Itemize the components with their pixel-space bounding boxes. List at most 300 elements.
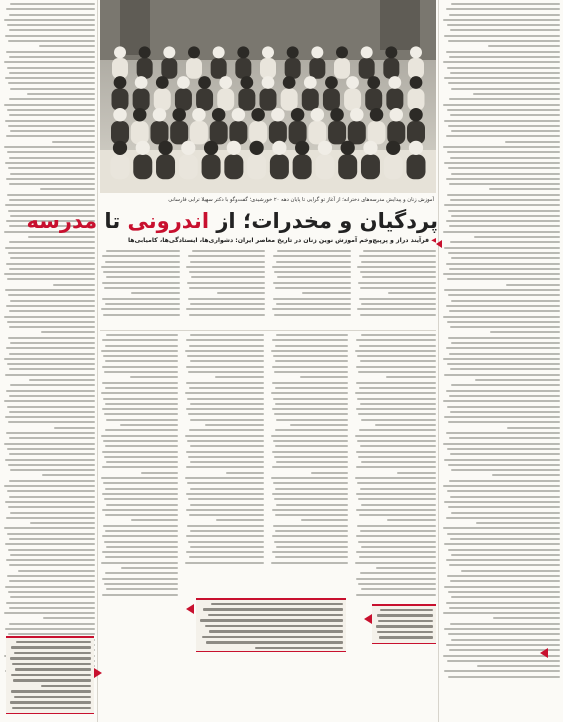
person-head — [237, 46, 249, 58]
person-figure — [309, 58, 325, 79]
intro-subcolumn — [357, 250, 437, 319]
person-figure — [137, 58, 153, 79]
text-line — [6, 263, 95, 265]
text-line — [272, 366, 348, 368]
text-line — [276, 504, 348, 506]
person-figure — [175, 89, 192, 111]
text-line — [102, 535, 178, 537]
text-line — [101, 350, 178, 352]
text-line — [451, 596, 560, 598]
text-line — [187, 282, 265, 284]
text-line — [5, 289, 95, 291]
person-figure — [112, 58, 128, 79]
text-line — [255, 647, 343, 649]
person-figure — [161, 58, 177, 79]
text-line — [443, 485, 560, 487]
person-figure — [112, 89, 129, 111]
text-line — [446, 178, 560, 180]
text-line — [276, 334, 348, 336]
text-line — [443, 527, 560, 529]
text-line — [449, 480, 560, 482]
text-line — [4, 612, 95, 614]
text-line — [6, 178, 95, 180]
text-line — [6, 559, 95, 561]
text-line — [361, 419, 436, 421]
text-line — [447, 406, 560, 408]
text-line — [7, 490, 95, 492]
text-line — [9, 538, 95, 540]
text-line — [9, 14, 95, 16]
body-column-4 — [354, 334, 436, 634]
text-line — [358, 498, 436, 500]
person-head — [350, 108, 364, 122]
text-line — [444, 35, 560, 37]
text-line — [102, 282, 180, 284]
person-head — [227, 141, 241, 155]
person-figure — [133, 89, 150, 111]
text-line — [9, 580, 95, 582]
text-line — [9, 564, 95, 566]
text-line — [275, 445, 348, 447]
text-line — [444, 416, 560, 418]
text-line — [186, 366, 264, 368]
text-line — [271, 350, 348, 352]
text-line — [7, 278, 95, 280]
person-head — [136, 141, 150, 155]
text-line — [446, 220, 560, 222]
person-figure — [224, 155, 243, 180]
text-line — [358, 282, 436, 284]
text-line — [189, 514, 264, 516]
text-line — [7, 363, 95, 365]
text-line — [275, 360, 348, 362]
text-line — [357, 482, 436, 484]
person-head — [346, 76, 359, 89]
text-line — [359, 429, 436, 431]
text-line — [209, 630, 343, 632]
text-line — [9, 241, 95, 243]
text-line — [275, 345, 348, 347]
text-line — [451, 3, 560, 5]
text-line — [275, 488, 348, 490]
text-line — [8, 167, 95, 169]
text-line — [448, 337, 560, 339]
text-line — [8, 421, 95, 423]
text-line — [185, 350, 264, 352]
person-head — [232, 108, 246, 122]
text-line — [443, 316, 560, 318]
person-head — [272, 141, 286, 155]
text-line — [189, 314, 265, 316]
text-line — [448, 210, 560, 212]
text-line — [190, 546, 264, 548]
text-line — [443, 231, 560, 233]
person-figure — [217, 89, 234, 111]
text-line — [444, 77, 560, 79]
text-line — [40, 188, 95, 190]
pull-quote-center — [196, 598, 346, 652]
person-head — [388, 76, 401, 89]
text-line — [4, 146, 95, 148]
text-line — [451, 130, 560, 132]
text-line — [10, 88, 95, 90]
text-line — [189, 287, 265, 289]
person-figure — [202, 155, 221, 180]
text-line — [275, 403, 348, 405]
text-line — [14, 696, 91, 698]
person-head — [139, 46, 151, 58]
text-line — [41, 331, 95, 333]
text-line — [189, 556, 264, 558]
text-line — [187, 525, 264, 527]
subhead-text: فرآیند دراز و پرپیچ‌وخم آموزش نوین زنان در تاریخ معاصر ایران: دشواری‌ها، ایستادگی‌ها، کامیابی‌ها — [127, 237, 430, 244]
text-line — [105, 530, 178, 532]
person-head — [330, 108, 344, 122]
text-line — [9, 353, 95, 355]
text-line — [10, 3, 95, 5]
text-line — [105, 403, 178, 405]
text-line — [141, 472, 178, 474]
person-head — [367, 76, 380, 89]
text-line — [101, 435, 178, 437]
article-subheading — [118, 236, 436, 246]
text-line — [6, 517, 95, 519]
text-line — [360, 530, 436, 532]
text-line — [191, 276, 265, 278]
text-line — [5, 586, 95, 588]
person-figure — [270, 155, 289, 180]
text-line — [4, 273, 95, 275]
text-line — [10, 657, 91, 659]
text-line — [216, 519, 264, 521]
text-line — [271, 477, 348, 479]
text-line — [475, 379, 560, 381]
text-line — [4, 61, 95, 63]
text-line — [274, 456, 348, 458]
text-line — [103, 440, 178, 442]
text-line — [102, 408, 178, 410]
text-line — [131, 292, 179, 294]
text-line — [448, 464, 560, 466]
text-line — [300, 376, 348, 378]
person-head — [188, 46, 200, 58]
text-line — [103, 314, 179, 316]
text-line — [8, 337, 95, 339]
text-line — [446, 432, 560, 434]
text-line — [448, 591, 560, 593]
text-line — [451, 88, 560, 90]
text-line — [359, 345, 436, 347]
text-line — [275, 387, 348, 389]
text-line — [450, 453, 560, 455]
text-line — [16, 641, 91, 643]
text-line — [443, 358, 560, 360]
text-line — [185, 392, 264, 394]
text-line — [450, 199, 560, 201]
text-line — [5, 543, 95, 545]
text-line — [10, 300, 95, 302]
text-line — [5, 501, 95, 503]
text-line — [4, 104, 95, 106]
text-line — [361, 504, 436, 506]
text-line — [361, 546, 436, 548]
text-line — [290, 424, 348, 426]
text-line — [451, 215, 560, 217]
text-line — [187, 398, 264, 400]
text-line — [102, 551, 178, 553]
person-figure — [348, 121, 366, 144]
text-line — [360, 287, 436, 289]
text-line — [211, 603, 343, 605]
text-line — [275, 530, 348, 532]
text-line — [53, 284, 95, 286]
text-line — [104, 583, 178, 585]
text-line — [446, 51, 560, 53]
text-line — [226, 472, 264, 474]
text-line — [450, 496, 560, 498]
text-line — [186, 308, 265, 310]
red-arrow-icon — [94, 668, 102, 678]
text-line — [9, 437, 95, 439]
person-head — [213, 46, 225, 58]
text-line — [362, 276, 436, 278]
text-line — [187, 482, 264, 484]
text-line — [447, 151, 560, 153]
person-head — [262, 46, 274, 58]
text-line — [446, 8, 560, 10]
text-line — [9, 623, 95, 625]
person-head — [198, 76, 211, 89]
text-line — [277, 250, 350, 252]
text-line — [10, 384, 95, 386]
text-line — [356, 509, 436, 511]
text-line — [10, 342, 95, 344]
text-line — [11, 674, 91, 676]
text-line — [356, 339, 436, 341]
text-line — [450, 538, 560, 540]
text-line — [8, 464, 95, 466]
text-line — [105, 303, 180, 305]
text-line — [39, 45, 95, 47]
text-line — [386, 376, 436, 378]
text-line — [272, 308, 351, 310]
person-figure — [170, 121, 188, 144]
text-line — [105, 261, 180, 263]
text-line — [359, 255, 436, 257]
text-line — [355, 435, 436, 437]
text-line — [9, 453, 95, 455]
text-line — [15, 668, 91, 670]
text-line — [8, 125, 95, 127]
text-line — [448, 506, 560, 508]
text-line — [301, 519, 348, 521]
person-figure — [365, 89, 382, 111]
text-line — [274, 271, 350, 273]
photo-caption: آموزش زنان و پیدایش مدرسه‌های دخترانه؛ از آغاز تو گرایی تا پایان دهه ۲۰ خورشیدی؛ گفت‌وگو با دکتر سهیلا ترابی فارسانی — [168, 197, 434, 203]
text-line — [272, 266, 351, 268]
text-line — [446, 644, 560, 646]
text-line — [275, 429, 348, 431]
text-line — [450, 72, 560, 74]
text-line — [6, 602, 95, 604]
text-line — [449, 98, 560, 100]
person-figure — [229, 121, 247, 144]
text-line — [450, 157, 560, 159]
text-line — [9, 480, 95, 482]
text-line — [6, 135, 95, 137]
text-line — [357, 266, 436, 268]
person-head — [114, 46, 126, 58]
text-line — [189, 429, 264, 431]
text-line — [208, 614, 343, 616]
text-line — [188, 413, 264, 415]
red-arrow-icon — [186, 604, 194, 614]
text-line — [397, 472, 436, 474]
text-line — [360, 445, 436, 447]
text-line — [448, 549, 560, 551]
text-line — [359, 298, 436, 300]
text-line — [105, 429, 178, 431]
text-line — [446, 390, 560, 392]
text-line — [443, 400, 560, 402]
text-line — [189, 271, 265, 273]
text-line — [361, 261, 436, 263]
text-line — [186, 266, 265, 268]
text-line — [357, 440, 436, 442]
text-line — [6, 8, 95, 10]
text-line — [120, 424, 178, 426]
text-line — [186, 509, 264, 511]
text-line — [507, 427, 560, 429]
text-line — [105, 387, 178, 389]
text-line — [361, 588, 436, 590]
text-line — [489, 188, 560, 190]
text-line — [186, 551, 264, 553]
text-line — [42, 474, 95, 476]
person-figure — [344, 89, 361, 111]
text-line — [5, 162, 95, 164]
text-line — [449, 353, 560, 355]
text-line — [30, 522, 95, 524]
text-line — [273, 255, 350, 257]
person-head — [192, 108, 206, 122]
person-head — [291, 108, 305, 122]
text-line — [27, 93, 95, 95]
text-line — [104, 541, 178, 543]
text-line — [358, 456, 436, 458]
person-figure — [179, 155, 198, 180]
text-line — [106, 276, 180, 278]
text-line — [355, 477, 436, 479]
person-figure — [408, 58, 424, 79]
text-line — [355, 350, 436, 352]
text-line — [378, 620, 433, 622]
person-head — [158, 141, 172, 155]
text-line — [9, 72, 95, 74]
text-line — [105, 360, 178, 362]
text-line — [449, 225, 560, 227]
text-line — [121, 567, 178, 569]
person-head — [409, 108, 423, 122]
text-line — [18, 570, 95, 572]
text-line — [131, 519, 178, 521]
text-line — [448, 167, 560, 169]
text-line — [447, 490, 560, 492]
text-line — [190, 261, 265, 263]
text-line — [271, 392, 348, 394]
text-line — [104, 498, 178, 500]
text-line — [102, 382, 178, 384]
text-line — [4, 485, 95, 487]
person-figure — [361, 155, 380, 180]
text-line — [359, 556, 436, 558]
schoolgirls-photo-image — [100, 0, 436, 193]
text-line — [356, 382, 436, 384]
text-line — [8, 252, 95, 254]
text-line — [104, 456, 178, 458]
text-line — [380, 609, 433, 611]
text-line — [4, 19, 95, 21]
text-line — [9, 157, 95, 159]
section-divider — [100, 330, 436, 331]
text-line — [186, 382, 264, 384]
text-line — [493, 617, 560, 619]
text-line — [190, 461, 264, 463]
person-figure — [289, 121, 307, 144]
text-line — [274, 541, 348, 543]
text-line — [451, 300, 560, 302]
text-line — [8, 82, 95, 84]
text-line — [356, 578, 436, 580]
text-line — [188, 371, 264, 373]
person-figure — [238, 89, 255, 111]
text-line — [273, 298, 350, 300]
text-line — [190, 360, 264, 362]
person-head — [212, 108, 226, 122]
text-line — [448, 421, 560, 423]
text-line — [276, 461, 348, 463]
text-line — [450, 326, 560, 328]
article-headline — [26, 206, 438, 236]
text-line — [186, 451, 264, 453]
body-column-3 — [270, 334, 348, 594]
text-line — [451, 342, 560, 344]
column-divider — [438, 0, 439, 722]
person-head — [249, 141, 263, 155]
person-figure — [359, 58, 375, 79]
text-line — [444, 162, 560, 164]
text-line — [188, 255, 265, 257]
text-line — [359, 387, 436, 389]
text-line — [361, 303, 436, 305]
text-line — [443, 61, 560, 63]
text-line — [448, 676, 560, 678]
text-line — [444, 501, 560, 503]
text-line — [443, 443, 560, 445]
text-line — [444, 204, 560, 206]
person-figure — [235, 58, 251, 79]
text-line — [4, 400, 95, 402]
text-line — [451, 257, 560, 259]
text-line — [451, 173, 560, 175]
text-line — [101, 392, 178, 394]
person-head — [219, 76, 232, 89]
text-line — [130, 376, 178, 378]
text-line — [447, 363, 560, 365]
person-head — [177, 76, 190, 89]
text-line — [461, 570, 560, 572]
text-line — [444, 670, 560, 672]
